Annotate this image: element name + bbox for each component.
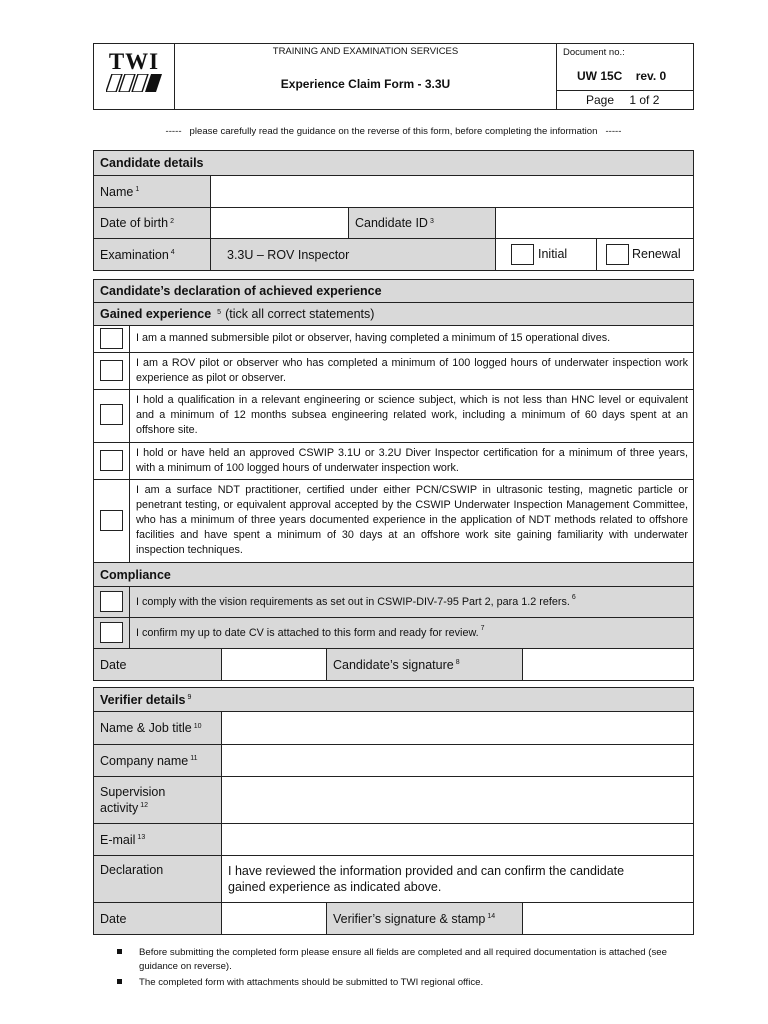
row-divider	[129, 352, 130, 390]
dob-field[interactable]	[210, 207, 349, 239]
verifier-date-label: Date	[93, 902, 222, 935]
statement-text: I hold a qualification in a relevant engineering or science subject, which is not less than HNC level or equivalent and a minimum of 12 months subsea engineering related work, including a minimum of 60 days spent at an offshore site.	[136, 394, 688, 436]
company-name-label: Company name $^{11}$	[93, 744, 222, 777]
name-field[interactable]	[210, 175, 694, 208]
row-divider	[129, 617, 130, 649]
renewal-label: Renewal	[632, 247, 681, 261]
renewal-checkbox[interactable]	[606, 244, 629, 265]
email-label: E-mail $^{13}$	[93, 823, 222, 856]
row-divider	[129, 325, 130, 353]
statement-text: I am a surface NDT practitioner, certified under either PCN/CSWIP in ultrasonic testing, magnetic particle or penetrant testing, or equivalent approval accepted by the CSWIP Underwater Inspection Management Committee, who has a minimum of three years documented experience in the application of NDT methods related to offshore facilities and have spent a minimum of 30 days at an offshore work site gaining familiarity with underwater inspection techniques.	[136, 484, 688, 556]
statement-checkbox[interactable]	[100, 510, 123, 531]
candidate-date-label: Date	[93, 648, 222, 681]
row-divider	[129, 389, 130, 443]
verifier-name-label: Name & Job title $^{10}$	[93, 711, 222, 745]
form-title: Experience Claim Form - 3.3U	[280, 77, 451, 91]
candidate-signature-field[interactable]	[522, 648, 694, 681]
statement-text: I am a manned submersible pilot or observer, having completed a minimum of 15 operational dives.	[136, 332, 611, 344]
initial-label: Initial	[538, 247, 568, 261]
bullet-icon	[117, 949, 122, 954]
row-divider	[129, 442, 130, 480]
verifier-name-field[interactable]	[221, 711, 694, 745]
exam-label: Examination $^4$	[93, 238, 211, 271]
twi-logo	[102, 50, 166, 98]
company-name-field[interactable]	[221, 744, 694, 777]
candidate-section-header: Candidate details	[93, 150, 694, 176]
header-divider	[556, 43, 557, 110]
statement-text: I am a ROV pilot or observer who has completed a minimum of 100 logged hours of underwater inspection work experience as pilot or observer.	[136, 357, 688, 384]
doc-rev: rev. 0	[635, 69, 667, 83]
vision-checkbox[interactable]	[100, 591, 123, 612]
page-value: 1 of 2	[629, 93, 660, 107]
declaration-section-header: Candidate’s declaration of achieved experience	[93, 279, 694, 303]
bullet-icon	[117, 979, 122, 984]
twi-logo-text: TWI	[108, 49, 160, 74]
row-divider	[129, 586, 130, 618]
statement-checkbox[interactable]	[100, 328, 123, 349]
statement-checkbox[interactable]	[100, 360, 123, 381]
verifier-date-field[interactable]	[221, 902, 327, 935]
exam-value: 3.3U – ROV Inspector	[210, 238, 496, 271]
page-label: Page	[586, 93, 615, 107]
verifier-signature-label: Verifier’s signature & stamp $^{14}$	[326, 902, 523, 935]
twi-logo-stripes-icon	[106, 74, 162, 92]
declaration-text: I have reviewed the information provided and can confirm the candidate gained experience as indicated above.	[221, 855, 694, 903]
name-label: Name $^1$	[93, 175, 211, 208]
doc-no-label: Document no.:	[563, 47, 625, 58]
candidate-id-label: Candidate ID $^3$	[348, 207, 496, 239]
dob-label: Date of birth $^2$	[93, 207, 211, 239]
doc-no-value: UW 15C	[577, 69, 623, 83]
candidate-signature-label: Candidate’s signature $^8$	[326, 648, 523, 681]
footer-note: The completed form with attachments should be submitted to TWI regional office.	[139, 977, 484, 988]
gained-experience-header: Gained experience $^5$ (tick all correct statements)	[93, 302, 694, 326]
footer-note: Before submitting the completed form please ensure all fields are completed and all required documentation is attached (see guidance on reverse).	[139, 947, 667, 972]
statement-checkbox[interactable]	[100, 404, 123, 425]
page-indicator	[586, 93, 659, 107]
org-name: TRAINING AND EXAMINATION SERVICES	[272, 46, 459, 57]
verifier-signature-field[interactable]	[522, 902, 694, 935]
initial-checkbox[interactable]	[511, 244, 534, 265]
verifier-section-header: Verifier details $^9$	[93, 687, 694, 712]
cv-checkbox[interactable]	[100, 622, 123, 643]
supervision-activity-label: Supervision activity $^{12}$	[93, 776, 222, 824]
compliance-header: Compliance	[93, 562, 694, 587]
doc-no	[577, 69, 666, 83]
guidance-note: ----- please carefully read the guidance on the reverse of this form, before completing the information -----	[165, 126, 622, 137]
header-divider	[556, 90, 694, 91]
email-field[interactable]	[221, 823, 694, 856]
vision-statement: I comply with the vision requirements as set out in CSWIP-DIV-7-95 Part 2, para 1.2 refers. $^6$	[136, 594, 576, 608]
candidate-date-field[interactable]	[221, 648, 327, 681]
declaration-label: Declaration	[93, 855, 222, 903]
statement-checkbox[interactable]	[100, 450, 123, 471]
statement-text: I hold or have held an approved CSWIP 3.1U or 3.2U Diver Inspector certification for a minimum of three years, with a minimum of 100 logged hours of underwater inspection work.	[136, 447, 688, 474]
row-divider	[129, 479, 130, 563]
cv-statement: I confirm my up to date CV is attached to this form and ready for review. $^7$	[136, 625, 485, 639]
supervision-activity-field[interactable]	[221, 776, 694, 824]
candidate-id-field[interactable]	[495, 207, 694, 239]
